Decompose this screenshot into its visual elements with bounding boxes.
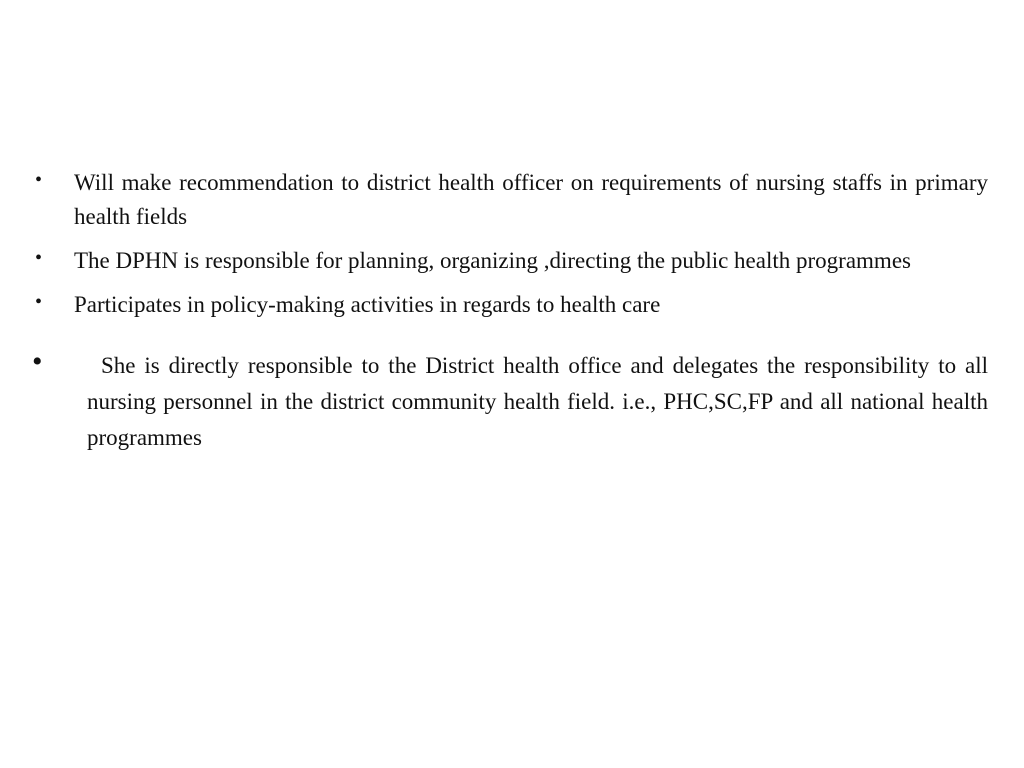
bullet-symbol: • bbox=[35, 291, 43, 313]
bullet-item bbox=[32, 288, 988, 322]
bullet-text: Participates in policy-making activities in regards to health care bbox=[74, 292, 661, 317]
bullet-list bbox=[32, 166, 988, 466]
bullet-item bbox=[32, 244, 988, 278]
bullet-text: Will make recommendation to district health officer on requirements of nursing staffs in primary health fields bbox=[74, 170, 988, 229]
bullet-symbol: • bbox=[32, 345, 43, 378]
bullet-symbol: • bbox=[35, 169, 43, 191]
bullet-item bbox=[32, 166, 988, 234]
bullet-text: The DPHN is responsible for planning, organizing ,directing the public health programmes bbox=[74, 248, 911, 273]
bullet-symbol: • bbox=[35, 247, 43, 269]
bullet-item bbox=[32, 345, 988, 456]
bullet-text: She is directly responsible to the District health office and delegates the responsibility to all nursing personnel in the district community health field. i.e., PHC,SC,FP and all national health programmes bbox=[87, 353, 988, 450]
